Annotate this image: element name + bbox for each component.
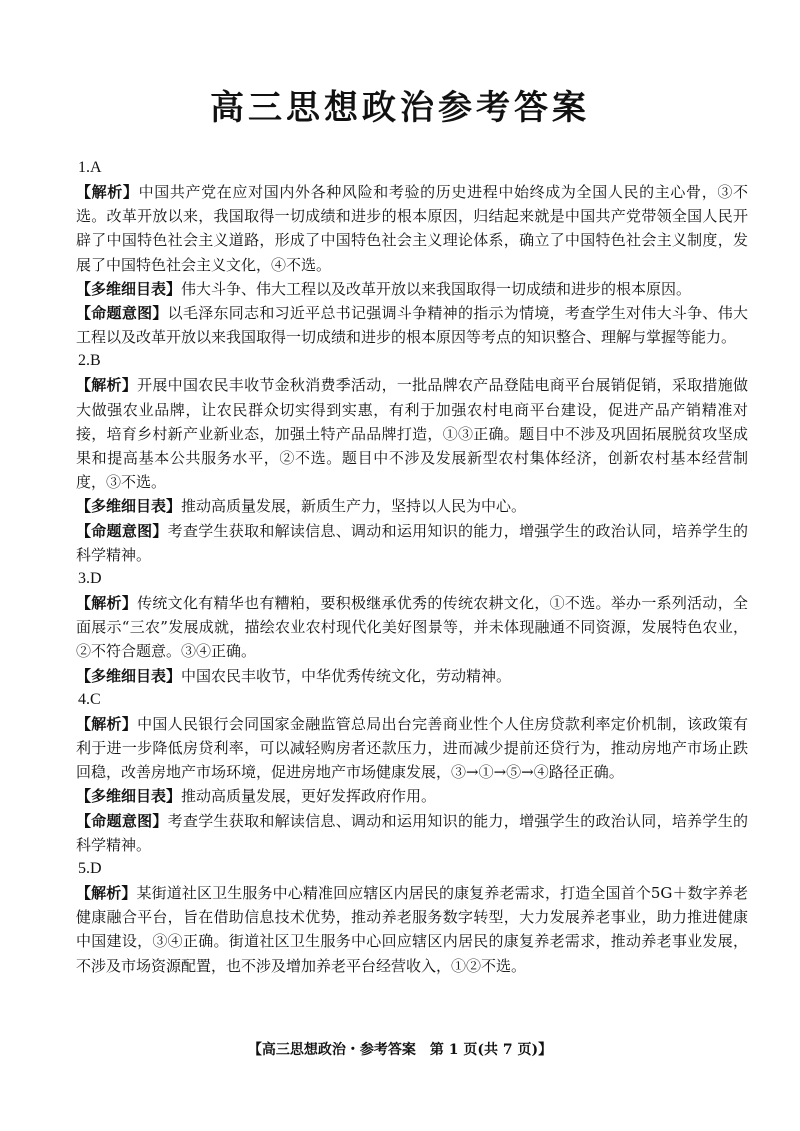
question-block xyxy=(76,857,748,978)
answer-section xyxy=(76,301,748,349)
section-text: 某街道社区卫生服务中心精准回应辖区内居民的康复养老需求，打造全国首个5G＋数字养老健康融合平台，旨在借助信息技术优势，推动养老服务数字转型，大力发展养老事业，助力推进健康中国建设，③④正确。街道社区卫生服务中心回应辖区内居民的康复养老需求，推动养老事业发展，不涉及市场资源配置，也不涉及增加养老平台经营收入，①②不选。 xyxy=(76,884,748,975)
section-tag: 【解析】 xyxy=(76,183,139,201)
answer-section xyxy=(76,809,748,857)
section-tag: 【多维细目表】 xyxy=(76,497,182,516)
section-text: 以毛泽东同志和习近平总书记强调斗争精神的指示为情境，考查学生对伟大斗争、伟大工程以及改革开放以来我国取得一切成绩和进步的根本原因等考点的知识整合、理解与掌握等能力。 xyxy=(76,304,748,347)
section-tag: 【解析】 xyxy=(76,714,138,733)
question-block xyxy=(76,349,748,567)
section-tag: 【多维细目表】 xyxy=(76,787,182,806)
answer-section xyxy=(76,712,748,785)
section-text: 开展中国农民丰收节金秋消费季活动，一批品牌农产品登陆电商平台展销促销，采取措施做大做强农业品牌，让农民群众切实得到实惠，有利于加强农村电商平台建设，促进产品产销精准对接，培育乡村新产业新业态，加强土特产品品牌打造，①③正确。题目中不涉及巩固拓展脱贫攻坚成果和提高基本公共服务水平，②不选。题目中不涉及发展新型农村集体经济，创新农村基本经营制度，③不选。 xyxy=(76,376,748,492)
question-answer-number: 1.A xyxy=(78,159,102,176)
question-block xyxy=(76,567,748,688)
answer-section xyxy=(76,373,748,494)
question-block xyxy=(76,688,748,857)
answer-section xyxy=(76,591,748,664)
answer-section xyxy=(76,494,748,518)
section-text: 中国人民银行会同国家金融监管总局出台完善商业性个人住房贷款利率定价机制，该政策有利于进一步降低房贷利率，可以减轻购房者还款压力，进而减少提前还贷行为，推动房地产市场止跌回稳，改善房地产市场环境，促进房地产市场健康发展，③→①→⑤→④路径正确。 xyxy=(76,714,748,782)
page-title: 高三思想政治参考答案 xyxy=(210,88,590,128)
answer-section xyxy=(76,881,748,978)
section-text: 中国农民丰收节，中华优秀传统文化，劳动精神。 xyxy=(181,666,512,685)
section-text: 考查学生获取和解读信息、调动和运用知识的能力，增强学生的政治认同，培养学生的科学精神。 xyxy=(76,521,748,564)
question-answer-number: 5.D xyxy=(78,860,102,878)
answer-section xyxy=(76,784,748,808)
section-text: 伟大斗争、伟大工程以及改革开放以来我国取得一切成绩和进步的根本原因。 xyxy=(181,279,692,298)
answer-section xyxy=(76,664,748,688)
section-tag: 【解析】 xyxy=(76,594,138,613)
section-tag: 【多维细目表】 xyxy=(76,666,182,685)
section-tag: 【解析】 xyxy=(76,884,137,903)
section-tag: 【多维细目表】 xyxy=(76,279,182,298)
page-footer: 【高三思想政治・参考答案 第 1 页(共 7 页)】 xyxy=(247,1042,553,1058)
question-answer-number: 2.B xyxy=(78,352,101,370)
section-tag: 【解析】 xyxy=(76,376,138,395)
section-text: 中国共产党在应对国内外各种风险和考验的历史进程中始终成为全国人民的主心骨，③不选。改革开放以来，我国取得一切成绩和进步的根本原因，归结起来就是中国共产党带领全国人民开辟了中国特色社会主义道路，形成了中国特色社会主义理论体系，确立了中国特色社会主义制度，发展了中国特色社会主义文化，④不选。 xyxy=(76,183,748,274)
section-text: 推动高质量发展，更好发挥政府作用。 xyxy=(181,787,437,806)
question-answer-number: 4.C xyxy=(78,690,101,708)
section-text: 推动高质量发展，新质生产力，坚持以人民为中心。 xyxy=(181,497,527,516)
section-text: 考查学生获取和解读信息、调动和运用知识的能力，增强学生的政治认同，培养学生的科学精神。 xyxy=(76,811,748,854)
section-tag: 【命题意图】 xyxy=(76,304,168,323)
section-tag: 【命题意图】 xyxy=(76,521,168,540)
section-tag: 【命题意图】 xyxy=(76,811,168,830)
answer-section xyxy=(76,277,748,301)
question-answer-number: 3.D xyxy=(78,570,102,588)
question-block xyxy=(76,156,748,349)
answer-section xyxy=(76,519,748,567)
answer-list xyxy=(76,156,748,978)
answer-section xyxy=(76,180,748,277)
section-text: 传统文化有精华也有糟粕，要积极继承优秀的传统农耕文化，①不选。举办一系列活动，全面展示“三农”发展成就，描绘农业农村现代化美好图景等，并未体现融通不同资源，发展特色农业，②不符合题意。③④正确。 xyxy=(76,594,748,661)
